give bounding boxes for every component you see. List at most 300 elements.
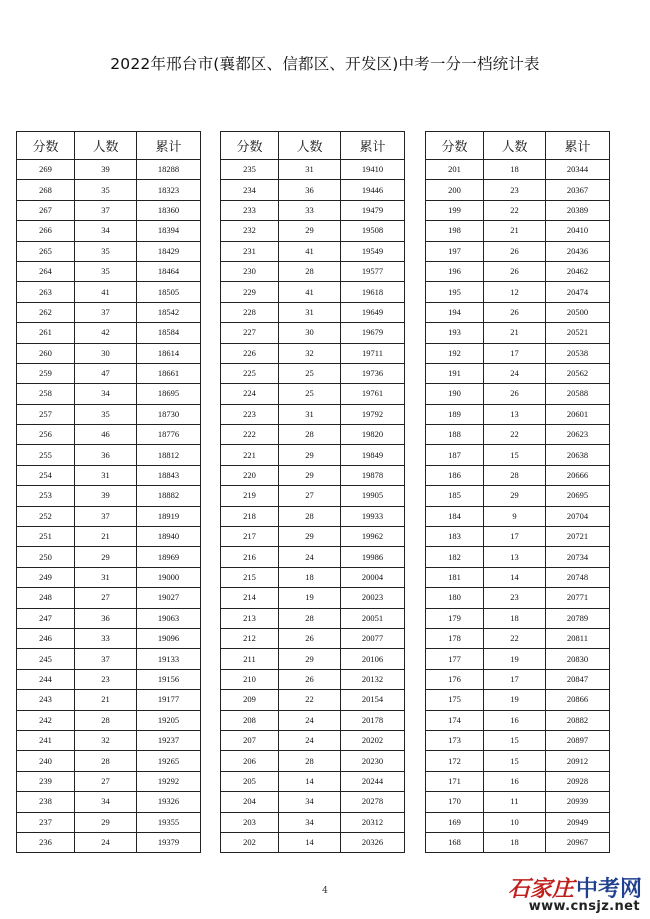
cell-cumulative: 18614 [137, 343, 201, 363]
cell-cumulative: 18919 [137, 506, 201, 526]
cell-count: 14 [279, 771, 341, 791]
cell-score: 260 [17, 343, 75, 363]
cell-score: 190 [426, 384, 484, 404]
cell-count: 34 [75, 221, 137, 241]
cell-count: 16 [484, 771, 546, 791]
cell-score: 244 [17, 669, 75, 689]
cell-score: 224 [221, 384, 279, 404]
cell-count: 24 [75, 832, 137, 852]
table-row [426, 221, 610, 241]
cell-count: 31 [279, 404, 341, 424]
cell-cumulative: 20367 [546, 180, 610, 200]
table-row [17, 384, 201, 404]
cell-score: 264 [17, 261, 75, 281]
table-row [426, 200, 610, 220]
cell-count: 11 [484, 792, 546, 812]
cell-score: 191 [426, 363, 484, 383]
cell-cumulative: 20771 [546, 588, 610, 608]
cell-cumulative: 20967 [546, 832, 610, 852]
cell-count: 13 [484, 547, 546, 567]
cell-score: 178 [426, 628, 484, 648]
cell-score: 174 [426, 710, 484, 730]
cell-cumulative: 19792 [341, 404, 405, 424]
cell-cumulative: 19355 [137, 812, 201, 832]
table-row [221, 465, 405, 485]
cell-cumulative: 19156 [137, 669, 201, 689]
cell-score: 212 [221, 628, 279, 648]
cell-cumulative: 20704 [546, 506, 610, 526]
cell-count: 33 [75, 628, 137, 648]
cell-cumulative: 19292 [137, 771, 201, 791]
cell-count: 28 [279, 261, 341, 281]
cell-score: 232 [221, 221, 279, 241]
cell-score: 211 [221, 649, 279, 669]
table-row [426, 465, 610, 485]
score-table-1 [16, 131, 201, 853]
cell-count: 36 [75, 608, 137, 628]
cell-score: 216 [221, 547, 279, 567]
table-row [17, 690, 201, 710]
table-row [17, 771, 201, 791]
cell-count: 24 [279, 730, 341, 750]
table-row [17, 465, 201, 485]
cell-count: 35 [75, 404, 137, 424]
cell-count: 18 [279, 567, 341, 587]
table-row [17, 812, 201, 832]
cell-cumulative: 18661 [137, 363, 201, 383]
table-row [426, 404, 610, 424]
cell-count: 42 [75, 323, 137, 343]
cell-cumulative: 19479 [341, 200, 405, 220]
cell-cumulative: 19379 [137, 832, 201, 852]
cell-cumulative: 20748 [546, 567, 610, 587]
cell-count: 28 [75, 710, 137, 730]
table-row [221, 567, 405, 587]
cell-count: 28 [484, 465, 546, 485]
cell-count: 37 [75, 302, 137, 322]
cell-count: 26 [279, 628, 341, 648]
cell-count: 28 [279, 608, 341, 628]
cell-score: 257 [17, 404, 75, 424]
cell-score: 183 [426, 527, 484, 547]
table-row [17, 425, 201, 445]
cell-count: 23 [484, 180, 546, 200]
cell-cumulative: 19577 [341, 261, 405, 281]
cell-cumulative: 20436 [546, 241, 610, 261]
table-row [17, 608, 201, 628]
cell-count: 33 [279, 200, 341, 220]
table-row [221, 241, 405, 261]
cell-score: 235 [221, 160, 279, 180]
cell-score: 242 [17, 710, 75, 730]
table-row [426, 506, 610, 526]
cell-cumulative: 19205 [137, 710, 201, 730]
cell-cumulative: 20830 [546, 649, 610, 669]
cell-cumulative: 19649 [341, 302, 405, 322]
cell-count: 41 [75, 282, 137, 302]
cell-score: 234 [221, 180, 279, 200]
cell-score: 241 [17, 730, 75, 750]
cell-score: 254 [17, 465, 75, 485]
cell-cumulative: 18812 [137, 445, 201, 465]
cell-cumulative: 18776 [137, 425, 201, 445]
cell-cumulative: 19736 [341, 363, 405, 383]
cell-score: 230 [221, 261, 279, 281]
cell-score: 185 [426, 486, 484, 506]
cell-cumulative: 19549 [341, 241, 405, 261]
table-row [221, 832, 405, 852]
cell-count: 18 [484, 608, 546, 628]
cell-cumulative: 20230 [341, 751, 405, 771]
cell-score: 202 [221, 832, 279, 852]
cell-count: 21 [75, 527, 137, 547]
cell-cumulative: 19933 [341, 506, 405, 526]
table-row [426, 527, 610, 547]
cell-count: 26 [279, 669, 341, 689]
table-row [17, 241, 201, 261]
cell-cumulative: 18542 [137, 302, 201, 322]
cell-count: 31 [75, 567, 137, 587]
cell-count: 17 [484, 527, 546, 547]
table-row [426, 180, 610, 200]
cell-score: 251 [17, 527, 75, 547]
cell-cumulative: 20811 [546, 628, 610, 648]
cell-count: 14 [279, 832, 341, 852]
cell-cumulative: 19265 [137, 751, 201, 771]
cell-cumulative: 20023 [341, 588, 405, 608]
cell-count: 34 [279, 812, 341, 832]
cell-count: 28 [279, 751, 341, 771]
cell-count: 29 [279, 649, 341, 669]
cell-count: 23 [75, 669, 137, 689]
table-row [17, 486, 201, 506]
cell-score: 209 [221, 690, 279, 710]
cell-cumulative: 20410 [546, 221, 610, 241]
table-row [426, 771, 610, 791]
table-row [17, 649, 201, 669]
cell-cumulative: 19849 [341, 445, 405, 465]
cell-cumulative: 20326 [341, 832, 405, 852]
cell-score: 237 [17, 812, 75, 832]
cell-count: 19 [279, 588, 341, 608]
cell-cumulative: 19237 [137, 730, 201, 750]
cell-score: 199 [426, 200, 484, 220]
cell-score: 210 [221, 669, 279, 689]
cell-cumulative: 20154 [341, 690, 405, 710]
table-row [426, 282, 610, 302]
cell-count: 19 [484, 690, 546, 710]
cell-cumulative: 20244 [341, 771, 405, 791]
table-row [17, 221, 201, 241]
cell-count: 30 [279, 323, 341, 343]
cell-cumulative: 18584 [137, 323, 201, 343]
cell-cumulative: 20500 [546, 302, 610, 322]
table-row [221, 343, 405, 363]
cell-cumulative: 20897 [546, 730, 610, 750]
table-row [221, 608, 405, 628]
table-row [17, 792, 201, 812]
cell-score: 243 [17, 690, 75, 710]
cell-cumulative: 20601 [546, 404, 610, 424]
cell-cumulative: 18695 [137, 384, 201, 404]
cell-cumulative: 20588 [546, 384, 610, 404]
table-row [221, 160, 405, 180]
watermark-url: www.cnsjz.net [528, 899, 640, 914]
cell-score: 225 [221, 363, 279, 383]
cell-cumulative: 20538 [546, 343, 610, 363]
cell-cumulative: 20474 [546, 282, 610, 302]
cell-score: 188 [426, 425, 484, 445]
cell-count: 37 [75, 200, 137, 220]
cell-score: 193 [426, 323, 484, 343]
page-title: 2022年邢台市(襄都区、信都区、开发区)中考一分一档统计表 [110, 55, 540, 73]
table-row [17, 160, 201, 180]
table-row [426, 669, 610, 689]
cell-score: 261 [17, 323, 75, 343]
header-count: 人数 [75, 132, 137, 160]
cell-count: 34 [75, 384, 137, 404]
cell-score: 200 [426, 180, 484, 200]
table-row [17, 282, 201, 302]
cell-score: 176 [426, 669, 484, 689]
cell-cumulative: 19133 [137, 649, 201, 669]
cell-count: 26 [484, 384, 546, 404]
cell-count: 31 [75, 465, 137, 485]
cell-cumulative: 19410 [341, 160, 405, 180]
table-row [426, 547, 610, 567]
cell-score: 231 [221, 241, 279, 261]
cell-cumulative: 20789 [546, 608, 610, 628]
cell-count: 35 [75, 241, 137, 261]
cell-cumulative: 20004 [341, 567, 405, 587]
cell-cumulative: 19000 [137, 567, 201, 587]
cell-score: 238 [17, 792, 75, 812]
cell-count: 29 [279, 221, 341, 241]
cell-score: 233 [221, 200, 279, 220]
header-cumulative: 累计 [546, 132, 610, 160]
site-watermark [462, 872, 642, 916]
header-count: 人数 [279, 132, 341, 160]
table-row [221, 486, 405, 506]
cell-cumulative: 20077 [341, 628, 405, 648]
cell-cumulative: 20939 [546, 792, 610, 812]
cell-score: 196 [426, 261, 484, 281]
cell-score: 236 [17, 832, 75, 852]
table-row [17, 445, 201, 465]
table-row [426, 710, 610, 730]
table-row [17, 506, 201, 526]
cell-count: 31 [279, 302, 341, 322]
cell-cumulative: 20866 [546, 690, 610, 710]
table-row [221, 221, 405, 241]
cell-score: 222 [221, 425, 279, 445]
cell-cumulative: 20928 [546, 771, 610, 791]
cell-score: 223 [221, 404, 279, 424]
cell-count: 39 [75, 160, 137, 180]
cell-score: 187 [426, 445, 484, 465]
cell-count: 13 [484, 404, 546, 424]
table-row [426, 649, 610, 669]
cell-count: 25 [279, 363, 341, 383]
cell-cumulative: 20949 [546, 812, 610, 832]
cell-score: 173 [426, 730, 484, 750]
table-row [426, 751, 610, 771]
cell-score: 197 [426, 241, 484, 261]
table-row [17, 567, 201, 587]
cell-score: 247 [17, 608, 75, 628]
cell-score: 268 [17, 180, 75, 200]
cell-score: 170 [426, 792, 484, 812]
cell-count: 36 [75, 445, 137, 465]
cell-score: 245 [17, 649, 75, 669]
cell-cumulative: 20521 [546, 323, 610, 343]
cell-count: 21 [484, 323, 546, 343]
table-row [17, 343, 201, 363]
table-row [17, 751, 201, 771]
cell-score: 204 [221, 792, 279, 812]
table-row [426, 384, 610, 404]
cell-count: 19 [484, 649, 546, 669]
cell-cumulative: 18464 [137, 261, 201, 281]
cell-count: 24 [279, 547, 341, 567]
cell-cumulative: 19326 [137, 792, 201, 812]
table-row [426, 425, 610, 445]
table-row [17, 261, 201, 281]
cell-count: 24 [279, 710, 341, 730]
score-table-3 [425, 131, 610, 853]
watermark-brand-script: 石家庄 [507, 876, 574, 902]
cell-count: 21 [75, 690, 137, 710]
table-row [17, 363, 201, 383]
cell-cumulative: 19905 [341, 486, 405, 506]
cell-score: 265 [17, 241, 75, 261]
cell-cumulative: 20623 [546, 425, 610, 445]
table-row [426, 832, 610, 852]
cell-score: 239 [17, 771, 75, 791]
cell-cumulative: 18394 [137, 221, 201, 241]
cell-cumulative: 18288 [137, 160, 201, 180]
table-row [426, 323, 610, 343]
table-row [221, 425, 405, 445]
cell-score: 262 [17, 302, 75, 322]
cell-count: 46 [75, 425, 137, 445]
cell-count: 29 [75, 812, 137, 832]
cell-score: 267 [17, 200, 75, 220]
cell-score: 213 [221, 608, 279, 628]
cell-count: 39 [75, 486, 137, 506]
table-row [426, 628, 610, 648]
cell-count: 18 [484, 832, 546, 852]
cell-count: 26 [484, 261, 546, 281]
cell-cumulative: 20912 [546, 751, 610, 771]
cell-score: 195 [426, 282, 484, 302]
cell-score: 194 [426, 302, 484, 322]
cell-count: 10 [484, 812, 546, 832]
cell-count: 14 [484, 567, 546, 587]
cell-count: 12 [484, 282, 546, 302]
cell-count: 37 [75, 506, 137, 526]
table-row [17, 710, 201, 730]
cell-count: 23 [484, 588, 546, 608]
table-row [221, 363, 405, 383]
cell-cumulative: 19027 [137, 588, 201, 608]
cell-count: 29 [484, 486, 546, 506]
cell-cumulative: 19177 [137, 690, 201, 710]
cell-score: 226 [221, 343, 279, 363]
cell-cumulative: 20666 [546, 465, 610, 485]
table-row [426, 588, 610, 608]
table-row [426, 261, 610, 281]
cell-count: 17 [484, 669, 546, 689]
table-row [221, 771, 405, 791]
cell-score: 177 [426, 649, 484, 669]
header-score: 分数 [221, 132, 279, 160]
cell-cumulative: 20389 [546, 200, 610, 220]
cell-score: 180 [426, 588, 484, 608]
table-row [221, 730, 405, 750]
cell-cumulative: 19711 [341, 343, 405, 363]
cell-count: 15 [484, 730, 546, 750]
table-row [221, 751, 405, 771]
table-row [426, 567, 610, 587]
cell-cumulative: 20178 [341, 710, 405, 730]
cell-score: 219 [221, 486, 279, 506]
table-row [17, 669, 201, 689]
cell-count: 26 [484, 302, 546, 322]
cell-count: 34 [75, 792, 137, 812]
cell-score: 168 [426, 832, 484, 852]
cell-count: 22 [484, 628, 546, 648]
cell-score: 263 [17, 282, 75, 302]
cell-count: 27 [75, 588, 137, 608]
table-row [426, 302, 610, 322]
cell-score: 250 [17, 547, 75, 567]
table-row [221, 445, 405, 465]
table-row [221, 506, 405, 526]
cell-count: 29 [75, 547, 137, 567]
cell-cumulative: 20695 [546, 486, 610, 506]
table-row [221, 200, 405, 220]
cell-score: 248 [17, 588, 75, 608]
table-row [221, 404, 405, 424]
cell-score: 227 [221, 323, 279, 343]
cell-score: 184 [426, 506, 484, 526]
cell-count: 47 [75, 363, 137, 383]
cell-score: 240 [17, 751, 75, 771]
cell-score: 186 [426, 465, 484, 485]
cell-count: 22 [484, 200, 546, 220]
cell-count: 18 [484, 160, 546, 180]
cell-cumulative: 18429 [137, 241, 201, 261]
cell-score: 214 [221, 588, 279, 608]
cell-cumulative: 19962 [341, 527, 405, 547]
table-row [17, 323, 201, 343]
cell-count: 28 [279, 425, 341, 445]
table-row [17, 628, 201, 648]
cell-cumulative: 18360 [137, 200, 201, 220]
cell-count: 41 [279, 282, 341, 302]
table-row [426, 812, 610, 832]
table-row [17, 588, 201, 608]
table-row [17, 180, 201, 200]
cell-score: 220 [221, 465, 279, 485]
cell-cumulative: 18969 [137, 547, 201, 567]
cell-count: 28 [75, 751, 137, 771]
cell-count: 26 [484, 241, 546, 261]
cell-score: 203 [221, 812, 279, 832]
cell-count: 9 [484, 506, 546, 526]
cell-score: 256 [17, 425, 75, 445]
